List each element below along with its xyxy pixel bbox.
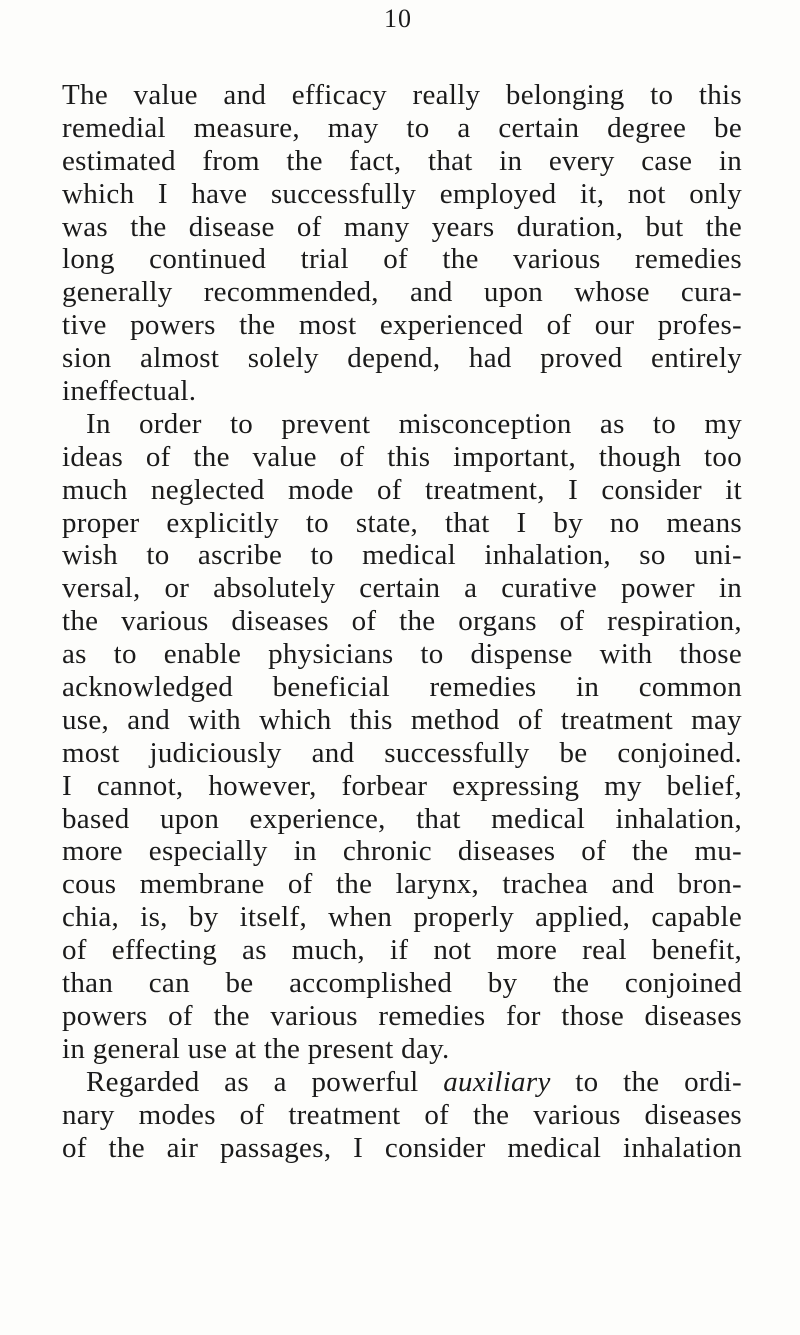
text-line: chia, is, by itself, when properly applied, capable [62,901,742,934]
text-line: tive powers the most experienced of our profes- [62,309,742,342]
text-line: acknowledged beneficial remedies in common [62,671,742,704]
text-line: most judiciously and successfully be conjoined. [62,736,742,769]
text-line: proper explicitly to state, that I by no means [62,506,742,539]
text-line: in general use at the present day. [62,1032,450,1065]
text-line: which I have successfully employed it, not only [62,177,742,210]
text-line: cous membrane of the larynx, trachea and bron- [62,868,742,901]
text-line: nary modes of treatment of the various diseases [62,1098,742,1131]
text-line: ineffectual. [62,375,197,408]
text-line: more especially in chronic diseases of the mu- [62,835,742,868]
text-line: based upon experience, that medical inhalation, [62,802,742,835]
emphasized-word: auxiliary [443,1065,551,1098]
text-line: was the disease of many years duration, but the [62,210,742,243]
text-line: generally recommended, and upon whose cura- [62,276,742,309]
text-line: use, and with which this method of treatment may [62,703,742,736]
text-line: than can be accomplished by the conjoined [62,967,742,1000]
text-line: as to enable physicians to dispense with those [62,638,742,671]
text-line: much neglected mode of treatment, I consider it [62,473,742,506]
text-line: of effecting as much, if not more real benefit, [62,934,742,967]
text-line: long continued trial of the various remedies [62,243,742,276]
text-line: remedial measure, may to a certain degree be [62,111,742,144]
text-line: powers of the various remedies for those diseases [62,999,742,1032]
text-line [62,1066,742,1099]
page-number: 10 [384,4,412,33]
text-line: In order to prevent misconception as to my [86,407,742,440]
text-line: the various diseases of the organs of respiration, [62,605,742,638]
body-text [62,79,742,1164]
text-line: of the air passages, I consider medical inhalation [62,1131,742,1164]
text-line: sion almost solely depend, had proved entirely [62,342,742,375]
text-fragment: to the ordi- [550,1065,742,1098]
text-line: ideas of the value of this important, though too [62,440,742,473]
text-line: estimated from the fact, that in every case in [62,144,742,177]
text-line: The value and efficacy really belonging to this [62,79,742,111]
text-line: wish to ascribe to medical inhalation, so uni- [62,539,742,572]
text-fragment: Regarded as a powerful [86,1065,444,1098]
text-line: I cannot, however, forbear expressing my belief, [62,769,742,802]
text-line: versal, or absolutely certain a curative power in [62,572,742,605]
